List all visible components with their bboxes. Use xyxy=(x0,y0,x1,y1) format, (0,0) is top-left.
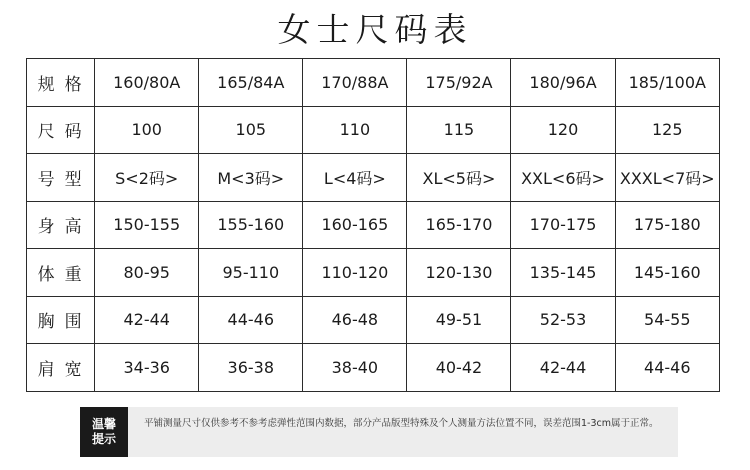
size-chart-table xyxy=(26,58,720,392)
table-cell: 44-46 xyxy=(199,296,303,344)
table-row xyxy=(27,249,720,297)
table-cell: 165-170 xyxy=(407,201,511,249)
table-cell: 34-36 xyxy=(95,344,199,392)
table-cell: 170/88A xyxy=(303,59,407,107)
table-cell: 95-110 xyxy=(199,249,303,297)
table-cell: 46-48 xyxy=(303,296,407,344)
tip-text: 平铺测量尺寸仅供参考不参考虑弹性范围内数据，部分产品版型特殊及个人测量方法位置不同，误差范围1-3cm属于正常。 xyxy=(144,418,659,429)
table-cell: 49-51 xyxy=(407,296,511,344)
table-cell: M<3码> xyxy=(199,154,303,202)
table-cell: 170-175 xyxy=(511,201,615,249)
table-row xyxy=(27,344,720,392)
table-cell: 40-42 xyxy=(407,344,511,392)
table-row xyxy=(27,106,720,154)
table-cell: 44-46 xyxy=(615,344,719,392)
tip-badge xyxy=(80,407,128,457)
table-cell: 175/92A xyxy=(407,59,511,107)
row-header: 肩宽 xyxy=(27,344,95,392)
page-title: 女士尺码表 xyxy=(277,10,473,49)
table-cell: 80-95 xyxy=(95,249,199,297)
table-cell: 155-160 xyxy=(199,201,303,249)
table-cell: 135-145 xyxy=(511,249,615,297)
table-cell: 165/84A xyxy=(199,59,303,107)
table-row xyxy=(27,154,720,202)
row-header: 规格 xyxy=(27,59,95,107)
table-cell: 145-160 xyxy=(615,249,719,297)
table-cell: L<4码> xyxy=(303,154,407,202)
row-header: 号型 xyxy=(27,154,95,202)
table-cell: 120 xyxy=(511,106,615,154)
table-row xyxy=(27,59,720,107)
table-cell: 110 xyxy=(303,106,407,154)
table-cell: XXL<6码> xyxy=(511,154,615,202)
table-cell: 100 xyxy=(95,106,199,154)
table-cell: 42-44 xyxy=(511,344,615,392)
row-header: 身高 xyxy=(27,201,95,249)
tip-box xyxy=(80,407,678,457)
table-cell: 160/80A xyxy=(95,59,199,107)
table-cell: 115 xyxy=(407,106,511,154)
row-header: 尺码 xyxy=(27,106,95,154)
table-cell: 38-40 xyxy=(303,344,407,392)
table-cell: 110-120 xyxy=(303,249,407,297)
table-cell: 105 xyxy=(199,106,303,154)
table-cell: 175-180 xyxy=(615,201,719,249)
table-cell: XXXL<7码> xyxy=(615,154,719,202)
table-cell: 54-55 xyxy=(615,296,719,344)
table-cell: 52-53 xyxy=(511,296,615,344)
table-cell: 180/96A xyxy=(511,59,615,107)
table-cell: 120-130 xyxy=(407,249,511,297)
table-cell: XL<5码> xyxy=(407,154,511,202)
table-cell: 125 xyxy=(615,106,719,154)
table-cell: 36-38 xyxy=(199,344,303,392)
row-header: 体重 xyxy=(27,249,95,297)
table-row xyxy=(27,296,720,344)
table-cell: 160-165 xyxy=(303,201,407,249)
table-cell: 150-155 xyxy=(95,201,199,249)
row-header: 胸围 xyxy=(27,296,95,344)
table-cell: 185/100A xyxy=(615,59,719,107)
tip-badge-label: 温馨提示 xyxy=(91,417,116,446)
table-cell: 42-44 xyxy=(95,296,199,344)
table-row xyxy=(27,201,720,249)
table-cell: S<2码> xyxy=(95,154,199,202)
